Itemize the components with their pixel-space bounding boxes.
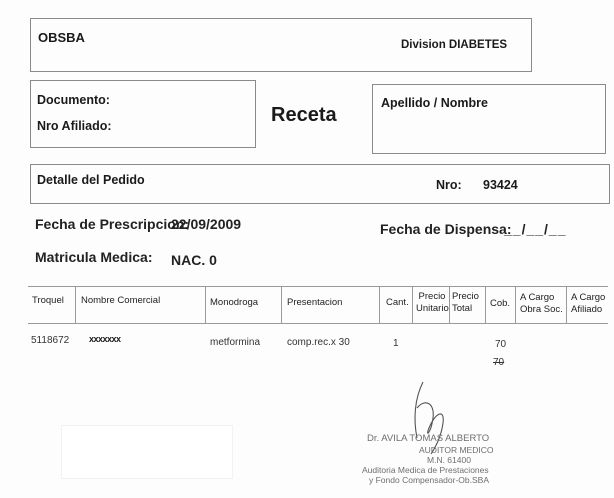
table-header-bottom-border [28, 323, 608, 324]
col-header-nombre: Nombre Comercial [81, 295, 161, 306]
apellido-label: Apellido / Nombre [381, 96, 488, 110]
cell-troquel: 5118672 [31, 335, 70, 346]
col-header-precio-unitario: Precio Unitario [416, 291, 449, 314]
afiliado-label: Nro Afiliado: [37, 119, 112, 133]
table-col-divider [412, 286, 413, 324]
col-header-precio-total: Precio Total [452, 291, 479, 314]
org-name: OBSBA [38, 30, 85, 45]
cell-presentacion: comp.rec.x 30 [287, 337, 350, 348]
detalle-label: Detalle del Pedido [37, 173, 145, 187]
table-col-divider [205, 286, 206, 324]
patient-name-box [372, 84, 606, 154]
table-col-divider [75, 286, 76, 324]
cell-cob-crossed: 70 [493, 357, 505, 368]
redaction-block [61, 425, 233, 479]
table-col-divider [485, 286, 486, 324]
fecha-prescripcion-label: Fecha de Prescripcion: [35, 216, 190, 232]
stamp-line-dept: Auditoria Medica de Prestaciones [362, 465, 489, 475]
col-header-cant: Cant. [386, 297, 409, 308]
stamp-line-fund: y Fondo Compensador-Ob.SBA [369, 475, 490, 485]
stamp-line-name: Dr. AVILA TOMAS ALBERTO [367, 433, 490, 444]
table-col-divider [281, 286, 282, 324]
division-name: Division DIABETES [401, 39, 508, 51]
documento-label: Documento: [37, 93, 110, 107]
cell-cant: 1 [393, 338, 399, 349]
cell-cob: 70 [495, 339, 507, 350]
nro-value: 93424 [483, 178, 518, 192]
col-header-cargo-obra-soc: A Cargo Obra Soc. [520, 292, 563, 315]
fecha-prescripcion-value: 22/09/2009 [171, 216, 242, 232]
nro-label: Nro: [436, 178, 462, 192]
col-header-monodroga: Monodroga [210, 297, 259, 308]
col-header-cob: Cob. [490, 298, 511, 309]
cell-monodroga: metformina [210, 337, 261, 348]
col-header-cargo-afiliado: A Cargo Afiliado [571, 292, 606, 315]
col-header-presentacion: Presentacion [287, 297, 343, 308]
table-col-divider [449, 286, 450, 324]
matricula-value: NAC. 0 [171, 252, 217, 268]
table-top-border [28, 286, 608, 287]
matricula-label: Matricula Medica: [35, 249, 153, 265]
fecha-dispensa-label: Fecha de Dispensa: [380, 221, 512, 237]
patient-id-box [30, 80, 256, 148]
stamp-line-title: AUDITOR MEDICO [419, 445, 494, 455]
table-col-divider [566, 286, 567, 324]
page-title: Receta [271, 104, 337, 126]
table-col-divider [515, 286, 516, 324]
col-header-troquel: Troquel [32, 295, 64, 306]
cell-nombre: xxxxxxx [89, 334, 121, 344]
table-col-divider [379, 286, 380, 324]
stamp-line-mn: M.N. 61400 [427, 455, 471, 465]
fecha-dispensa-value: __/__/__ [504, 221, 567, 237]
